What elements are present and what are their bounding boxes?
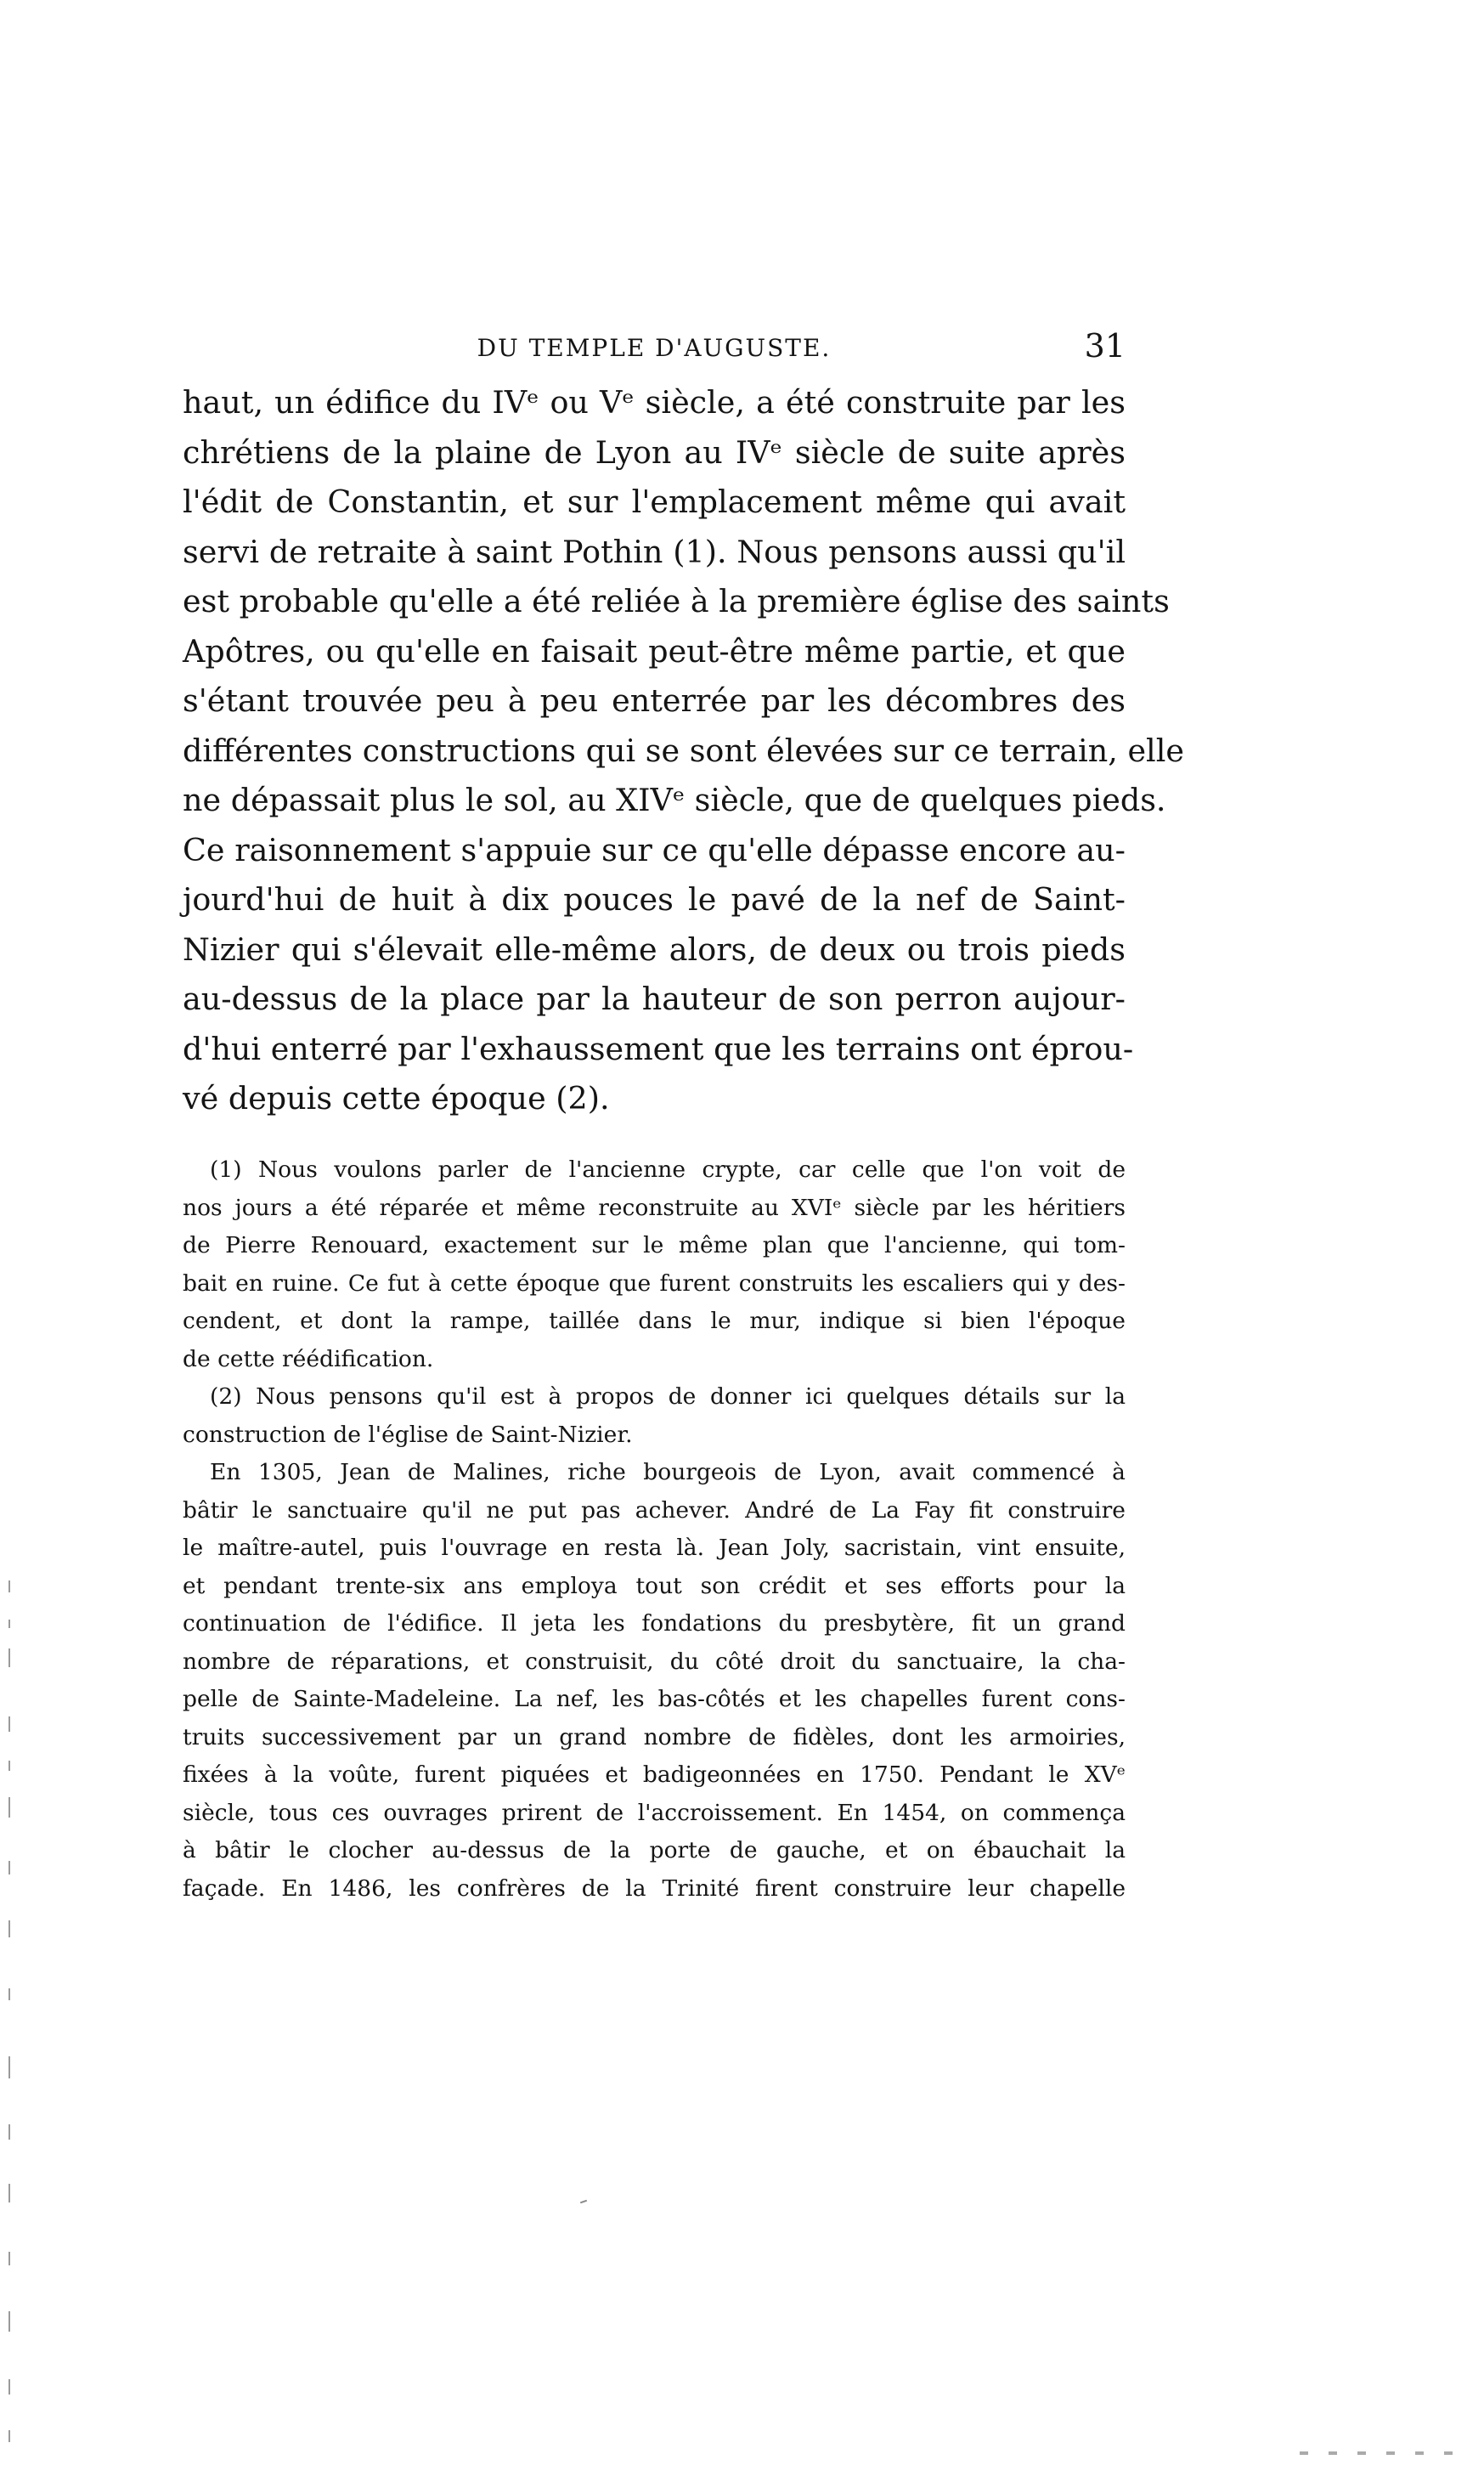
footnote-line: de cette réédification. [183, 1345, 434, 1372]
footnote-line: construction de l'église de Saint-Nizier. [183, 1421, 633, 1448]
scan-speck [580, 2200, 587, 2204]
running-title: DU TEMPLE D'AUGUSTE. [477, 334, 832, 362]
body-line: s'étant trouvée peu à peu enterrée par les décombres des [183, 682, 1126, 719]
body-line: jourd'hui de huit à dix pouces le pavé de la nef de Saint- [183, 881, 1126, 918]
scan-mark [8, 2311, 10, 2332]
footnote-2 [183, 1378, 1126, 1454]
body-line: l'édit de Constantin, et sur l'emplacement même qui avait [183, 483, 1126, 520]
scan-dot [1357, 2451, 1366, 2455]
footnote-line: (2) Nous pensons qu'il est à propos de donner ici quelques détails sur la [210, 1383, 1126, 1410]
footnote-line: continuation de l'édifice. Il jeta les fondations du presbytère, fit un grand [183, 1610, 1126, 1637]
scan-mark [8, 1716, 10, 1732]
scan-dot [1329, 2451, 1337, 2455]
scan-mark [8, 2124, 10, 2140]
body-line: ne dépassait plus le sol, au XIVᵉ siècle, que de quelques pieds. [183, 782, 1166, 818]
scan-mark [8, 1580, 10, 1592]
body-line: Nizier qui s'élevait elle-même alors, de deux ou trois pieds [183, 930, 1126, 968]
body-line: haut, un édifice du IVᵉ ou Vᵉ siècle, a été construite par les [183, 384, 1126, 421]
footnote-line: à bâtir le clocher au-dessus de la porte de gauche, et on ébauchait la [183, 1837, 1126, 1863]
footnote-2-continued [183, 1454, 1126, 1908]
scan-dot [1415, 2451, 1424, 2455]
footnote-line: de Pierre Renouard, exactement sur le même plan que l'ancienne, qui tom- [183, 1232, 1126, 1258]
footnote-line: fixées à la voûte, furent piquées et badigeonnées en 1750. Pendant le XVᵉ [183, 1761, 1126, 1788]
scan-mark [8, 2252, 10, 2265]
footnote-line: le maître-autel, puis l'ouvrage en resta là. Jean Joly, sacristain, vint ensuite, [183, 1535, 1126, 1561]
scan-mark [8, 2056, 10, 2078]
scan-mark [8, 1620, 10, 1628]
body-line: est probable qu'elle a été reliée à la première église des saints [183, 583, 1170, 619]
scan-corner-marks [1300, 2447, 1478, 2459]
footnote-line: bâtir le sanctuaire qu'il ne put pas achever. André de La Fay fit construire [183, 1496, 1126, 1524]
footnote-line: cendent, et dont la rampe, taillée dans le mur, indique si bien l'époque [183, 1308, 1126, 1334]
footnote-line: En 1305, Jean de Malines, riche bourgeois de Lyon, avait commencé à [210, 1459, 1126, 1485]
scan-mark [8, 1648, 10, 1667]
footnote-line: pelle de Sainte-Madeleine. La nef, les bas-côtés et les chapelles furent cons- [183, 1686, 1126, 1712]
scan-mark [8, 1761, 10, 1771]
scan-mark [8, 1861, 10, 1874]
footnotes [183, 1151, 1126, 1908]
footnote-line: nombre de réparations, et construisit, du côté droit du sanctuaire, la cha- [183, 1648, 1126, 1675]
running-head [183, 327, 1126, 370]
body-line: Ce raisonnement s'appuie sur ce qu'elle dépasse encore au- [183, 831, 1126, 868]
body-line: au-dessus de la place par la hauteur de son perron aujour- [183, 981, 1126, 1017]
body-line: Apôtres, ou qu'elle en faisait peut-être même partie, et que [183, 632, 1126, 670]
scan-dot [1300, 2451, 1308, 2455]
body-line: vé depuis cette époque (2). [183, 1080, 610, 1117]
page-number: 31 [1084, 327, 1126, 365]
scan-mark [8, 2430, 10, 2442]
footnote-1 [183, 1151, 1126, 1378]
scan-mark [8, 1988, 10, 2000]
footnote-line: siècle, tous ces ouvrages prirent de l'accroissement. En 1454, on commença [183, 1799, 1126, 1826]
scan-mark [8, 2184, 10, 2202]
footnote-line: nos jours a été réparée et même reconstruite au XVIᵉ siècle par les héritiers [183, 1194, 1126, 1221]
scan-dot [1386, 2451, 1395, 2455]
main-text-block [183, 378, 1184, 1124]
body-line: chrétiens de la plaine de Lyon au IVᵉ siècle de suite après [183, 433, 1126, 471]
scan-mark [8, 2379, 10, 2395]
scan-mark [8, 1797, 10, 1818]
footnote-line: (1) Nous voulons parler de l'ancienne crypte, car celle que l'on voit de [210, 1156, 1126, 1183]
footnote-line: et pendant trente-six ans employa tout son crédit et ses efforts pour la [183, 1572, 1126, 1599]
body-line: servi de retraite à saint Pothin (1). Nous pensons aussi qu'il [183, 533, 1126, 570]
footnote-line: truits successivement par un grand nombre de fidèles, dont les armoiries, [183, 1723, 1126, 1750]
scan-dot [1444, 2451, 1453, 2455]
footnote-line: façade. En 1486, les confrères de la Trinité firent construire leur chapelle [183, 1874, 1126, 1902]
footnote-line: bait en ruine. Ce fut à cette époque que furent construits les escaliers qui y des- [183, 1269, 1126, 1297]
body-line: différentes constructions qui se sont élevées sur ce terrain, elle [183, 732, 1184, 769]
body-line: d'hui enterré par l'exhaussement que les terrains ont éprou- [183, 1030, 1134, 1067]
scan-mark [8, 1920, 10, 1937]
scan-margin-marks [8, 1580, 15, 2464]
